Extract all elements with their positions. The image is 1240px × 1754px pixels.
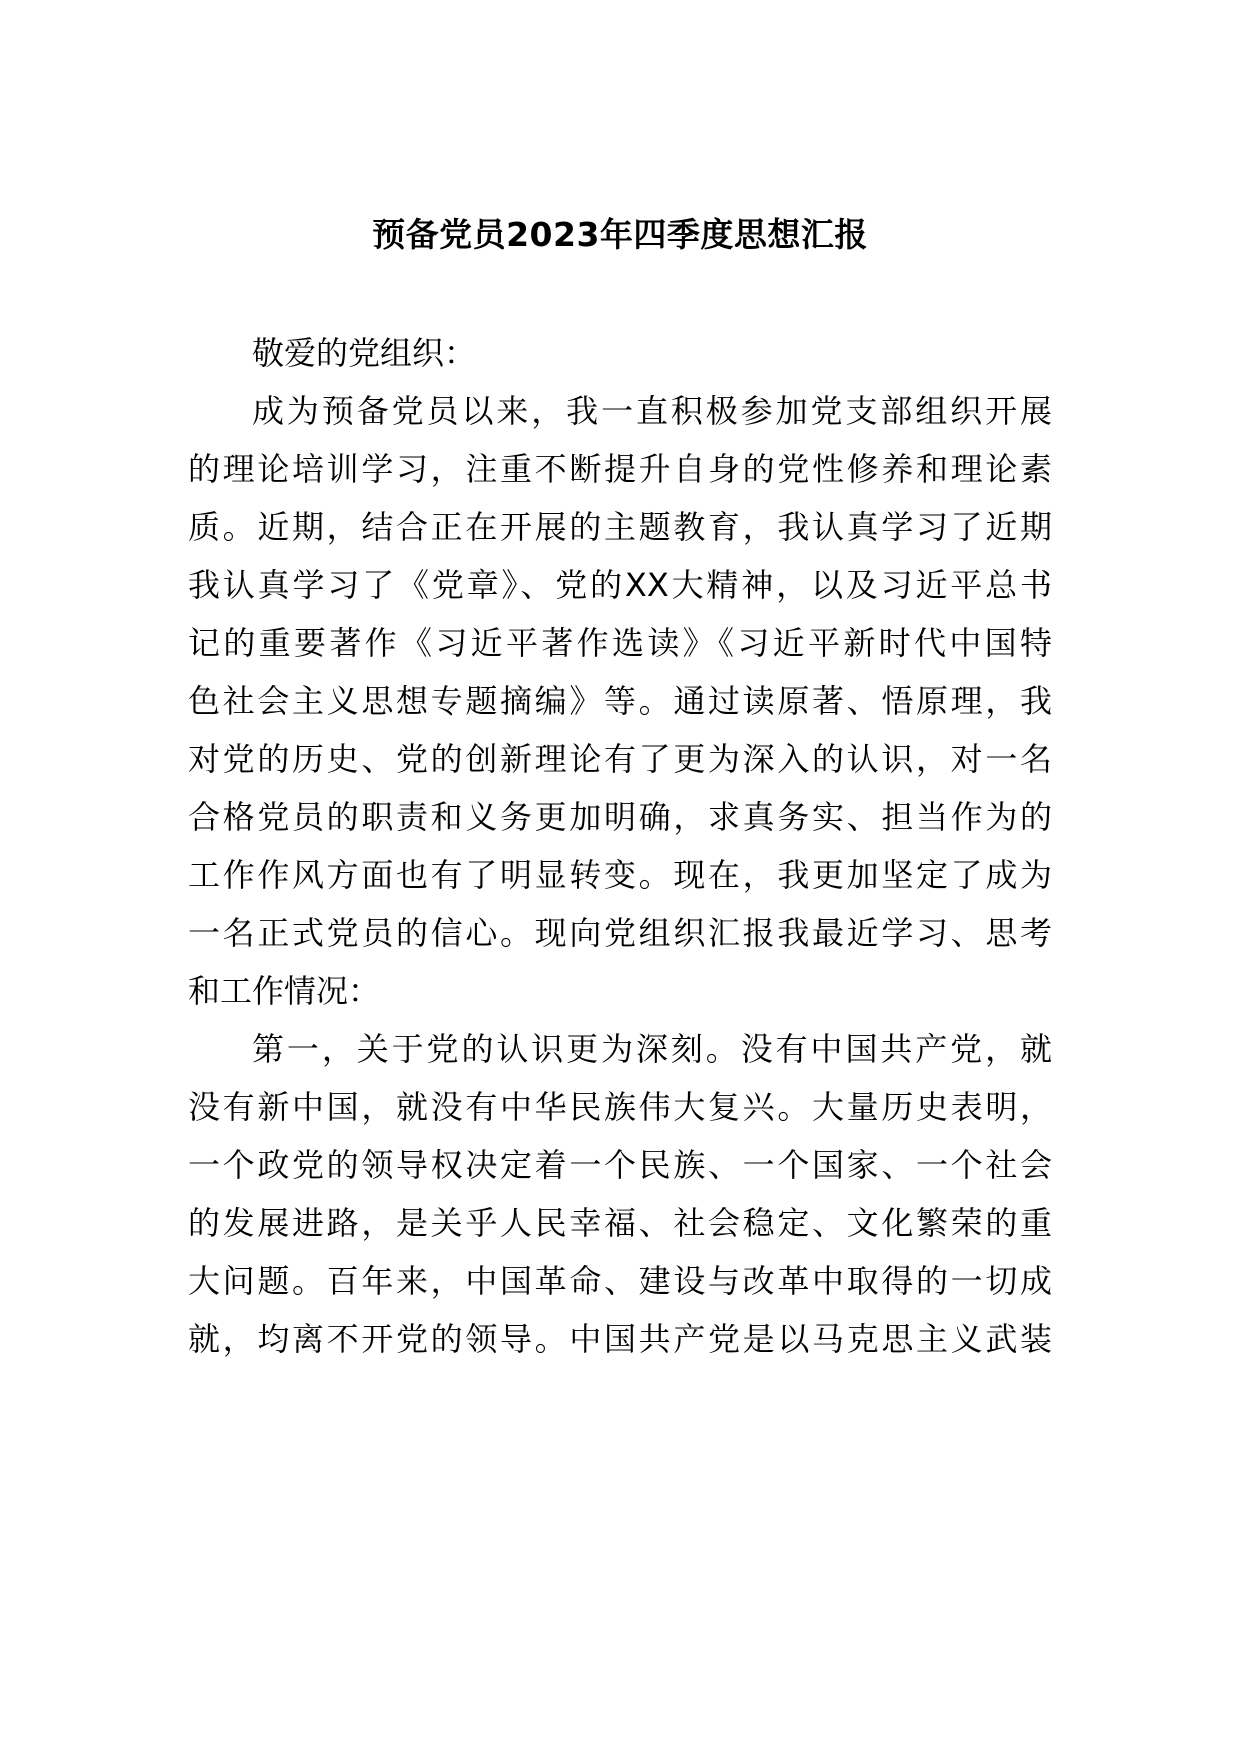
paragraph-line: 记的重要著作《习近平著作选读》《习近平新时代中国特 bbox=[188, 624, 1052, 662]
paragraph-line: 成为预备党员以来，我一直积极参加党支部组织开展 bbox=[252, 392, 1052, 430]
paragraph-line: 和工作情况： bbox=[188, 972, 381, 1010]
paragraph-line: 的理论培训学习，注重不断提升自身的党性修养和理论素 bbox=[188, 450, 1052, 488]
paragraph-line: 质。近期，结合正在开展的主题教育，我认真学习了近期 bbox=[188, 508, 1052, 546]
document-title: 预备党员2023年四季度思想汇报 bbox=[372, 215, 868, 254]
paragraph-line: 大问题。百年来，中国革命、建设与改革中取得的一切成 bbox=[188, 1262, 1052, 1300]
paragraph-line: 色社会主义思想专题摘编》等。通过读原著、悟原理，我 bbox=[188, 682, 1052, 720]
paragraph-line: 对党的历史、党的创新理论有了更为深入的认识，对一名 bbox=[188, 740, 1052, 778]
paragraph-line: 工作作风方面也有了明显转变。现在，我更加坚定了成为 bbox=[188, 856, 1052, 894]
paragraph-line: 我认真学习了《党章》、党的XX大精神，以及习近平总书 bbox=[188, 566, 1052, 604]
paragraph-line: 没有新中国，就没有中华民族伟大复兴。大量历史表明， bbox=[188, 1088, 1052, 1126]
paragraph-line: 的发展进路，是关乎人民幸福、社会稳定、文化繁荣的重 bbox=[188, 1204, 1052, 1242]
paragraph-line: 第一，关于党的认识更为深刻。没有中国共产党，就 bbox=[252, 1030, 1052, 1068]
paragraph-line: 一个政党的领导权决定着一个民族、一个国家、一个社会 bbox=[188, 1146, 1052, 1184]
paragraph-line: 就，均离不开党的领导。中国共产党是以马克思主义武装 bbox=[188, 1320, 1052, 1358]
paragraph-line: 一名正式党员的信心。现向党组织汇报我最近学习、思考 bbox=[188, 914, 1052, 952]
paragraph-line: 合格党员的职责和义务更加明确，求真务实、担当作为的 bbox=[188, 798, 1052, 836]
salutation: 敬爱的党组织： bbox=[252, 334, 477, 372]
